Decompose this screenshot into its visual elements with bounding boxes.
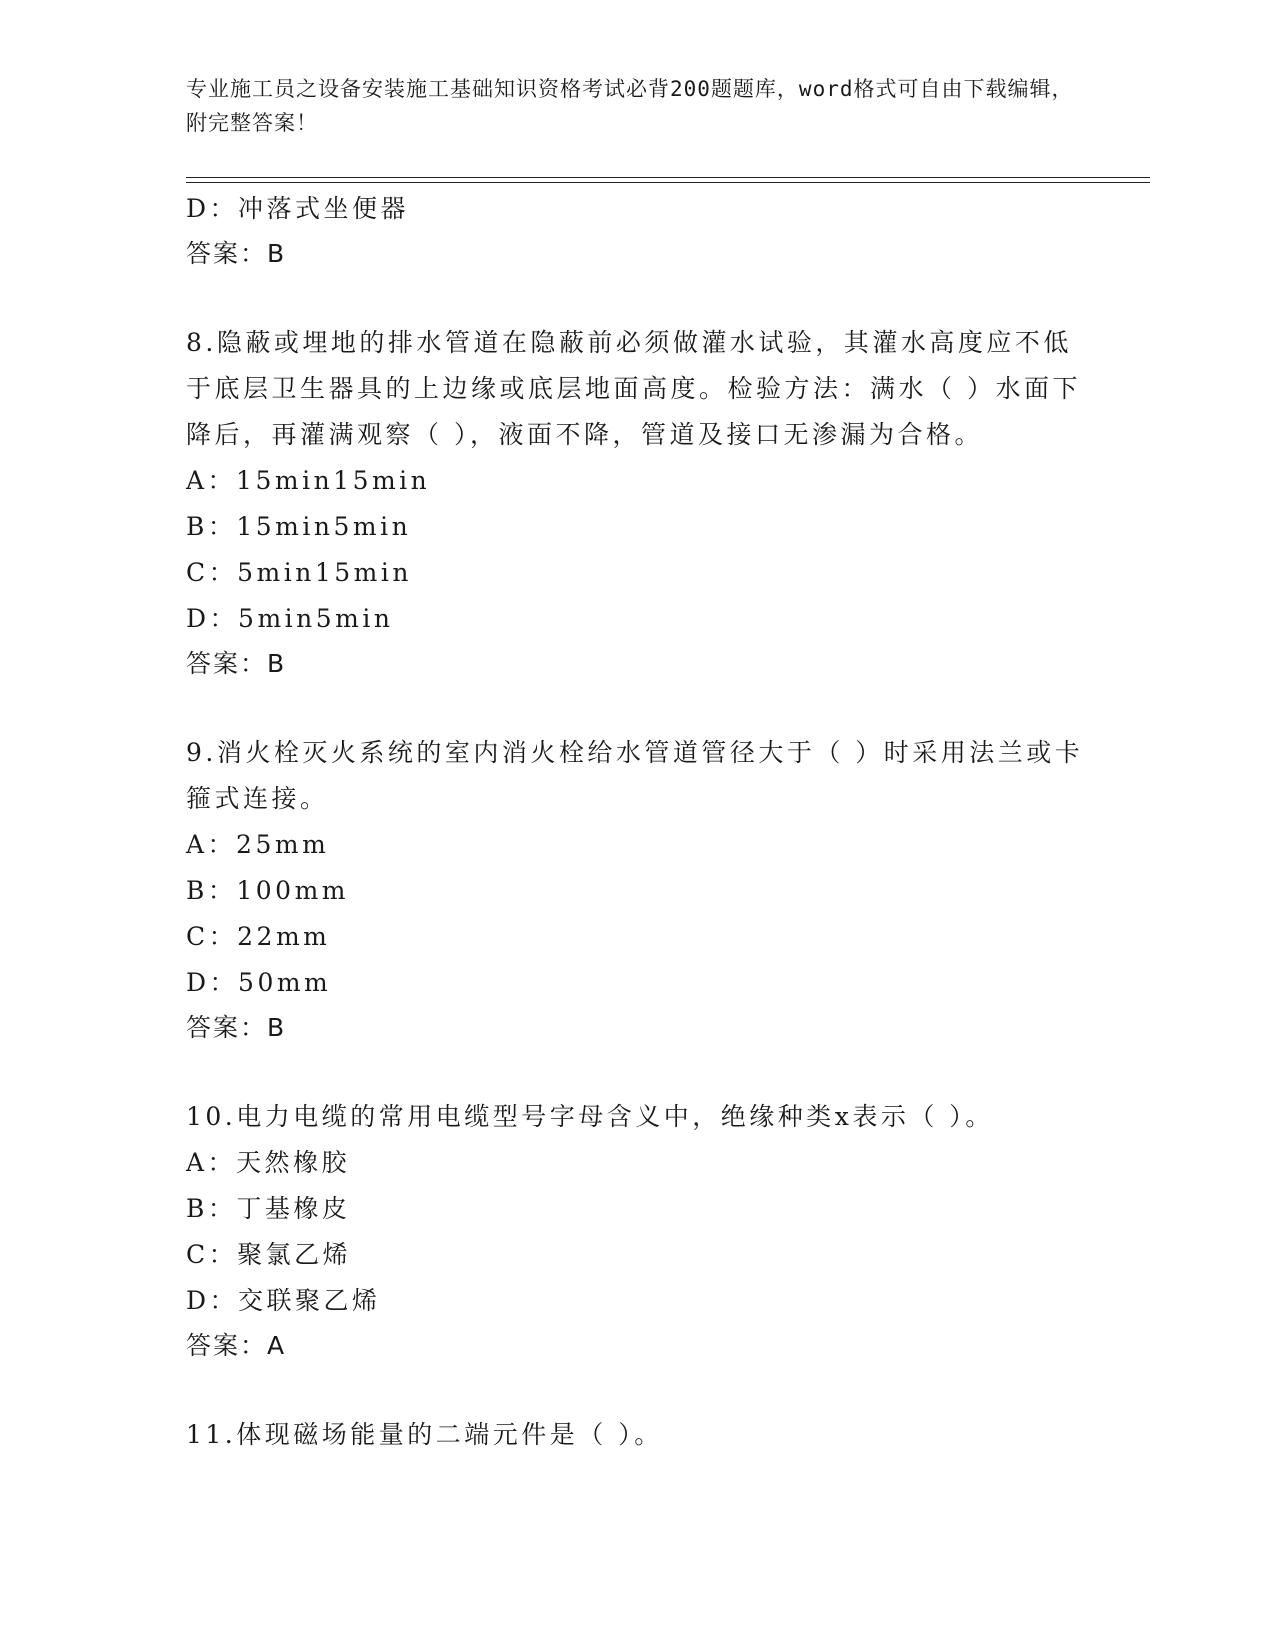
answer: 答案：B <box>186 649 287 678</box>
option-a: A：天然橡胶 <box>186 1148 351 1177</box>
question-text: 11.体现磁场能量的二端元件是（ ）。 <box>186 1420 663 1449</box>
answer: 答案：A <box>186 1331 287 1360</box>
option-d: D：冲落式坐便器 <box>186 194 410 223</box>
option-b: B：15min5min <box>186 512 412 541</box>
option-a: A：25mm <box>186 830 330 859</box>
answer: 答案：B <box>186 1013 287 1042</box>
question-text: 9.消火栓灭火系统的室内消火栓给水管道管径大于（ ）时采用法兰或卡箍式连接。 <box>186 738 1084 813</box>
option-d: D：5min5min <box>186 604 394 633</box>
document-title: 专业施工员之设备安装施工基础知识资格考试必背200题题库，word格式可自由下载编辑，附完整答案！ <box>186 77 1074 135</box>
option-c: C：聚氯乙烯 <box>186 1240 352 1269</box>
answer: 答案：B <box>186 239 287 268</box>
option-b: B：丁基橡皮 <box>186 1194 351 1223</box>
question-11 <box>186 1412 1086 1458</box>
document-header <box>186 72 1076 140</box>
option-c: C：5min15min <box>186 558 412 587</box>
option-b: B：100mm <box>186 876 350 905</box>
header-divider-double <box>186 182 1150 183</box>
question-text: 8.隐蔽或埋地的排水管道在隐蔽前必须做灌水试验，其灌水高度应不低于底层卫生器具的上边缘或底层地面高度。检验方法：满水（ ）水面下降后，再灌满观察（ ），液面不降，管道及接口无渗漏为合格。 <box>186 328 1081 449</box>
option-c: C：22mm <box>186 922 331 951</box>
header-divider <box>186 177 1150 178</box>
question-9 <box>186 730 1086 1050</box>
option-a: A：15min15min <box>186 466 431 495</box>
question-text: 10.电力电缆的常用电缆型号字母含义中，绝缘种类x表示（ ）。 <box>186 1102 994 1131</box>
question-8 <box>186 320 1086 686</box>
option-d: D：交联聚乙烯 <box>186 1286 381 1315</box>
option-d: D：50mm <box>186 968 332 997</box>
question-10 <box>186 1094 1086 1368</box>
question-list <box>186 186 1086 1458</box>
